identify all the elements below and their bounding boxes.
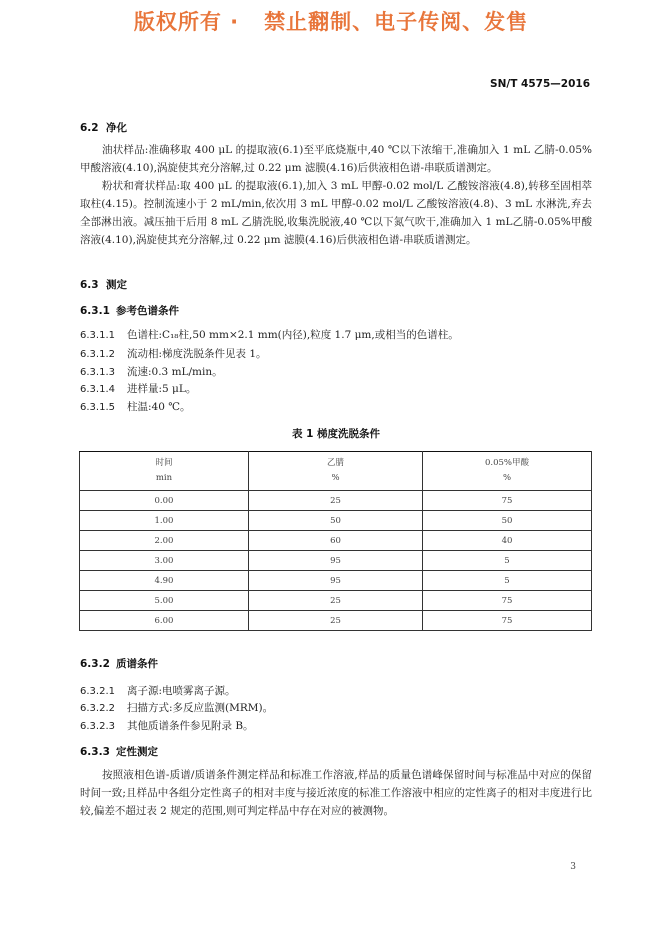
header-cell-time — [80, 452, 249, 491]
paragraph-qualitative: 按照液相色谱-质谱/质谱条件测定样品和标准工作溶液,样品的质量色谱峰保留时间与标准品中对应的保留时间一致;且样品中各组分定性离子的相对丰度与接近浓度的标准工作溶液中相应的定性离子的相对丰度进行比较,偏差不超过表 2 规定的范围,则可判定样品中存在对应的被测物。 — [80, 769, 592, 817]
header-name: 时间 — [155, 458, 173, 468]
list-item — [80, 700, 273, 715]
table-cell: 3.00 — [80, 551, 249, 571]
item-text: 进样量:5 μL。 — [127, 383, 197, 395]
item-number: 6.3.1.3 — [80, 367, 115, 378]
table-row — [80, 591, 592, 611]
table-cell: 25 — [248, 611, 422, 631]
table-row — [80, 511, 592, 531]
gradient-table — [79, 451, 592, 631]
standard-number: SN/T 4575—2016 — [490, 78, 590, 90]
list-item — [80, 399, 190, 414]
header-unit: % — [331, 473, 340, 483]
paragraph-oil-samples: 油状样品:准确移取 400 μL 的提取液(6.1)至平底烧瓶中,40 ℃以下浓缩干,准确加入 1 mL 乙腈-0.05%甲酸溶液(4.10),涡旋使其充分溶解,过 0.22 μm 滤膜(4.16)后供液相色谱-串联质谱测定。 — [80, 144, 592, 174]
paragraph-powder-samples: 粉状和膏状样品:取 400 μL 的提取液(6.1),加入 3 mL 甲醇-0.02 mol/L 乙酸铵溶液(4.8),转移至固相萃取柱(4.15)。控制流速小于 2 mL/min,依次用 3 mL 甲醇-0.02 mol/L 乙酸铵溶液(4.8)、3 mL 水淋洗,弃去全部淋出液。减压抽干后用 8 mL 乙腈洗脱,收集洗脱液,40 ℃以下氮气吹干,准确加入 1 mL乙腈-0.05%甲酸溶液(4.10),涡旋使其充分溶解,过 0.22 μm 滤膜(4.16)后供液相色谱-串联质谱测定。 — [80, 180, 592, 246]
table-cell: 50 — [423, 511, 592, 531]
table-row — [80, 491, 592, 511]
table-cell: 0.00 — [80, 491, 249, 511]
section-title: 质谱条件 — [116, 658, 158, 670]
table-cell: 25 — [248, 591, 422, 611]
table-cell: 60 — [248, 531, 422, 551]
item-text: 流动相:梯度洗脱条件见表 1。 — [127, 348, 267, 360]
section-heading-6-3-2 — [80, 656, 158, 671]
table-row — [80, 551, 592, 571]
section-number: 6.3.3 — [80, 746, 110, 758]
section-title: 净化 — [106, 122, 127, 134]
section-number: 6.3.2 — [80, 658, 110, 670]
table-cell: 75 — [423, 591, 592, 611]
item-text: 其他质谱条件参见附录 B。 — [127, 720, 254, 732]
header-name: 0.05%甲酸 — [485, 458, 530, 468]
item-number: 6.3.2.2 — [80, 703, 115, 714]
header-unit: min — [155, 473, 173, 483]
item-number: 6.3.1.1 — [80, 330, 115, 341]
section-heading-6-2 — [80, 120, 127, 135]
table-cell: 75 — [423, 611, 592, 631]
section-heading-6-3 — [80, 277, 127, 292]
item-text: 色谱柱:C₁₈柱,50 mm×2.1 mm(内径),粒度 1.7 μm,或相当的色谱柱。 — [127, 329, 459, 341]
list-item — [80, 327, 459, 342]
item-number: 6.3.1.2 — [80, 349, 115, 360]
table-cell: 6.00 — [80, 611, 249, 631]
table-row — [80, 531, 592, 551]
table-cell: 5.00 — [80, 591, 249, 611]
list-item — [80, 683, 236, 698]
table-cell: 5 — [423, 551, 592, 571]
table-cell: 50 — [248, 511, 422, 531]
table-cell: 2.00 — [80, 531, 249, 551]
table-header-row — [80, 452, 592, 491]
page-number: 3 — [570, 862, 576, 872]
watermark-banner: 版权所有 · 禁止翻制、电子传阅、发售 — [133, 10, 529, 34]
list-item — [80, 346, 267, 361]
table-row — [80, 571, 592, 591]
table-cell: 25 — [248, 491, 422, 511]
item-number: 6.3.2.3 — [80, 721, 115, 732]
item-number: 6.3.2.1 — [80, 686, 115, 697]
table-cell: 75 — [423, 491, 592, 511]
section-title: 测定 — [106, 279, 127, 291]
header-cell-acetonitrile — [248, 452, 422, 491]
table-row — [80, 611, 592, 631]
section-title: 参考色谱条件 — [116, 305, 179, 317]
table-cell: 5 — [423, 571, 592, 591]
section-number: 6.3.1 — [80, 305, 110, 317]
list-item — [80, 364, 223, 379]
item-number: 6.3.1.4 — [80, 384, 115, 395]
section-title: 定性测定 — [116, 746, 158, 758]
table-caption: 表 1 梯度洗脱条件 — [291, 428, 381, 440]
item-number: 6.3.1.5 — [80, 402, 115, 413]
item-text: 离子源:电喷雾离子源。 — [127, 685, 236, 697]
list-item — [80, 381, 196, 396]
section-heading-6-3-1 — [80, 303, 179, 318]
list-item — [80, 718, 254, 733]
table-cell: 95 — [248, 571, 422, 591]
header-name: 乙腈 — [326, 458, 344, 468]
table-cell: 95 — [248, 551, 422, 571]
item-text: 流速:0.3 mL/min。 — [127, 366, 223, 378]
item-text: 柱温:40 ℃。 — [127, 401, 191, 413]
table-cell: 40 — [423, 531, 592, 551]
header-unit: % — [502, 473, 512, 483]
item-text: 扫描方式:多反应监测(MRM)。 — [127, 702, 274, 714]
header-cell-formic-acid — [423, 452, 592, 491]
section-number: 6.3 — [80, 279, 99, 291]
table-cell: 1.00 — [80, 511, 249, 531]
table-cell: 4.90 — [80, 571, 249, 591]
section-heading-6-3-3 — [80, 744, 158, 759]
section-number: 6.2 — [80, 122, 99, 134]
